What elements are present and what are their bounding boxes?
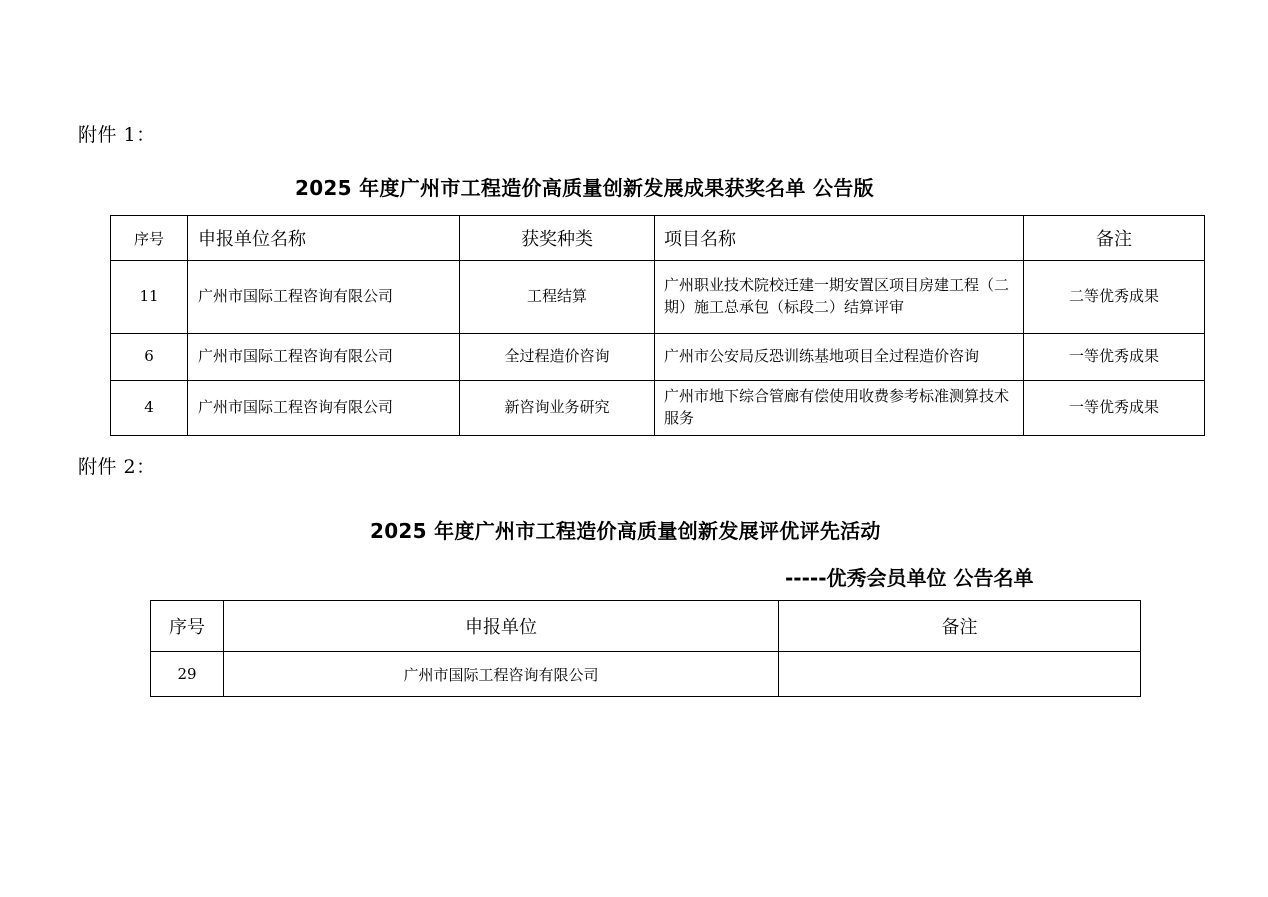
cell-seq: 6 — [111, 334, 188, 381]
cell-award-type: 全过程造价咨询 — [460, 334, 655, 381]
column-header-note: 备注 — [1024, 216, 1205, 261]
section-2-title: 2025 年度广州市工程造价高质量创新发展评优评先活动 — [370, 519, 881, 543]
cell-project: 广州职业技术院校迁建一期安置区项目房建工程（二期）施工总承包（标段二）结算评审 — [655, 261, 1024, 334]
table-row — [111, 334, 1205, 381]
column-header-award-type: 获奖种类 — [460, 216, 655, 261]
table-header-row — [111, 216, 1205, 261]
column-header-seq: 序号 — [111, 216, 188, 261]
cell-unit: 广州市国际工程咨询有限公司 — [188, 381, 460, 436]
table-row — [111, 261, 1205, 334]
attachment-2-label: 附件 2： — [78, 456, 156, 478]
column-header-project: 项目名称 — [655, 216, 1024, 261]
cell-unit: 广州市国际工程咨询有限公司 — [224, 652, 779, 697]
cell-unit: 广州市国际工程咨询有限公司 — [188, 261, 460, 334]
cell-seq: 4 — [111, 381, 188, 436]
award-list-table — [110, 215, 1205, 436]
section-2-subtitle: -----优秀会员单位 公告名单 — [785, 566, 1034, 590]
cell-project: 广州市公安局反恐训练基地项目全过程造价咨询 — [655, 334, 1024, 381]
column-header-unit: 申报单位名称 — [188, 216, 460, 261]
table-row — [151, 652, 1141, 697]
cell-award-type: 新咨询业务研究 — [460, 381, 655, 436]
cell-project: 广州市地下综合管廊有偿使用收费参考标准测算技术服务 — [655, 381, 1024, 436]
column-header-note: 备注 — [779, 601, 1141, 652]
cell-note: 一等优秀成果 — [1024, 334, 1205, 381]
table-header-row — [151, 601, 1141, 652]
attachment-1-label: 附件 1： — [78, 124, 156, 146]
table-row — [111, 381, 1205, 436]
section-1-title: 2025 年度广州市工程造价高质量创新发展成果获奖名单 公告版 — [295, 176, 874, 200]
cell-seq: 11 — [111, 261, 188, 334]
cell-seq: 29 — [151, 652, 224, 697]
cell-unit: 广州市国际工程咨询有限公司 — [188, 334, 460, 381]
cell-award-type: 工程结算 — [460, 261, 655, 334]
member-unit-table — [150, 600, 1141, 697]
cell-note: 二等优秀成果 — [1024, 261, 1205, 334]
cell-note: 一等优秀成果 — [1024, 381, 1205, 436]
cell-note — [779, 652, 1141, 697]
column-header-seq: 序号 — [151, 601, 224, 652]
column-header-unit: 申报单位 — [224, 601, 779, 652]
